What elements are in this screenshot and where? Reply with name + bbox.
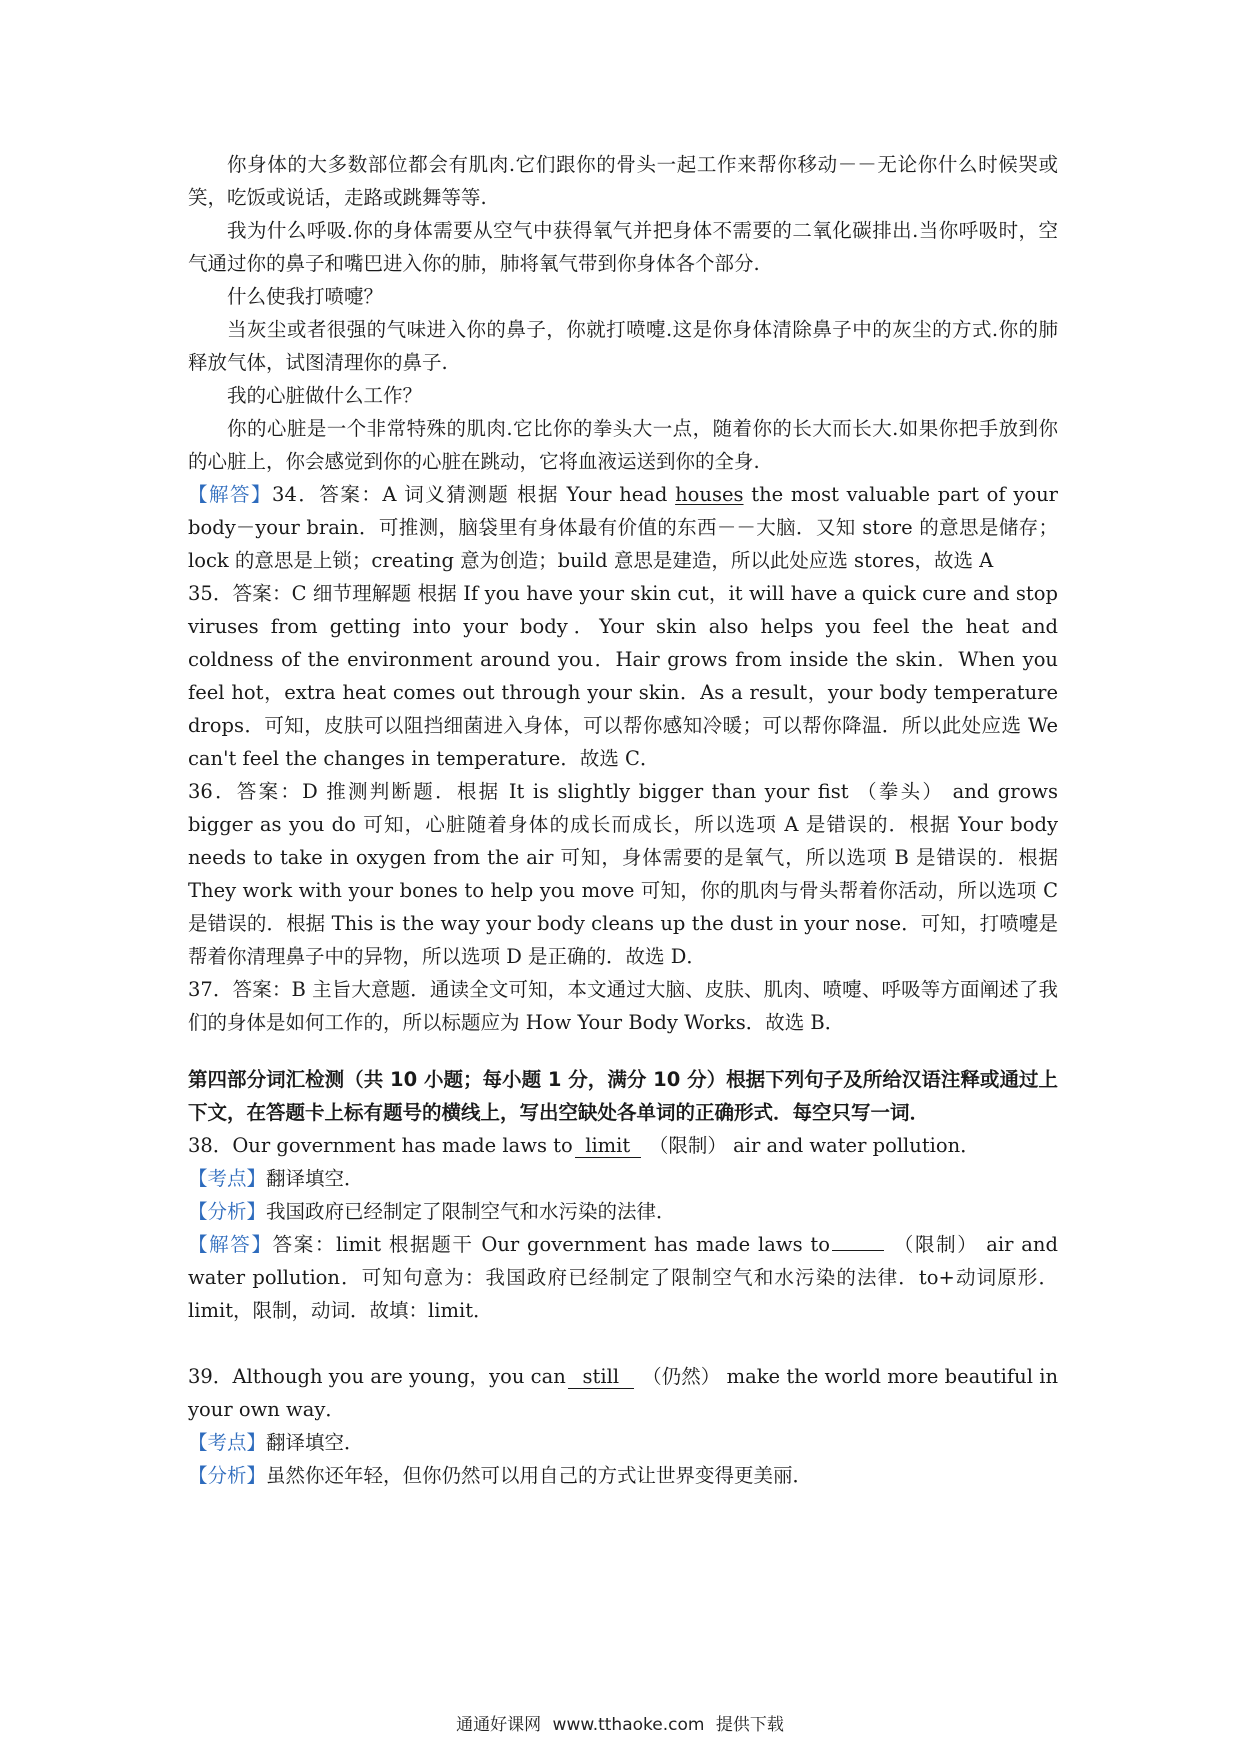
fenxi-tag: 【分析】 — [188, 1200, 267, 1223]
answer-34-underlined-word: houses — [675, 483, 744, 506]
fenxi-tag: 【分析】 — [188, 1464, 267, 1487]
page-footer — [0, 1710, 1240, 1735]
answer-37: 37．答案：B 主旨大意题．通读全文可知，本文通过大脑、皮肤、肌肉、喷嚏、呼吸等方面阐述了我们的身体是如何工作的，所以标题应为 How Your Body Works．故选 B． — [188, 978, 1058, 1034]
question-39-kaodian — [188, 1426, 1058, 1459]
kaodian-text: 翻译填空． — [266, 1431, 364, 1454]
question-39-post: （仍然） make the world more beautiful in your own way． — [188, 1365, 1058, 1421]
jieda-text-pre: 答案：limit 根据题干 Our government has made laws to — [272, 1233, 830, 1256]
translation-paragraph-breathing: 我为什么呼吸.你的身体需要从空气中获得氧气并把身体不需要的二氧化碳排出.当你呼吸时，空气通过你的鼻子和嘴巴进入你的肺，肺将氧气带到你身体各个部分. — [188, 219, 1058, 275]
question-38-blank-answer: limit — [575, 1135, 641, 1158]
translation-paragraph-muscles: 你身体的大多数部位都会有肌肉.它们跟你的骨头一起工作来帮你移动－－无论你什么时候哭或笑，吃饭或说话，走路或跳舞等等. — [188, 153, 1058, 209]
kaodian-tag: 【考点】 — [188, 1167, 267, 1190]
jieda-text-post: （限制） air and water pollution．可知句意为：我国政府已经制定了限制空气和水污染的法律．to+动词原形．limit，限制，动词．故填：limit． — [188, 1233, 1058, 1322]
translation-paragraph-sneeze-question: 什么使我打喷嚏？ — [227, 285, 384, 308]
question-39-fenxi — [188, 1459, 1058, 1492]
kaodian-tag: 【考点】 — [188, 1431, 267, 1454]
question-38-pre: 38．Our government has made laws to — [188, 1134, 573, 1157]
document-body — [188, 148, 1058, 1492]
question-38 — [188, 1129, 1058, 1162]
question-38-jieda — [188, 1228, 1058, 1327]
question-38-fenxi — [188, 1195, 1058, 1228]
footer-url: www.tthaoke.com — [552, 1715, 705, 1735]
translation-paragraph-heart: 你的心脏是一个非常特殊的肌肉.它比你的拳头大一点，随着你的长大而长大.如果你把手放到你的心脏上，你会感觉到你的心脏在跳动，它将血液运送到你的全身. — [188, 417, 1058, 473]
answer-36: 36．答案：D 推测判断题．根据 It is slightly bigger than your fist （拳头） and grows bigger as you do 可知，心脏随着身体的成长而成长，所以选项 A 是错误的．根据 Your body needs to take in oxygen from the air 可知，身体需要的是氧气，所以选项 B 是错误的．根据 They work with your bones to help you move 可知，你的肌肉与骨头帮着你活动，所以选项 C 是错误的．根据 This is the way your body cleans up the dust in your nose．可知，打喷嚏是帮着你清理鼻子中的异物，所以选项 D 是正确的．故选 D． — [188, 780, 1058, 968]
answer-35: 35．答案：C 细节理解题 根据 If you have your skin cut，it will have a quick cure and stop viruses from getting into your body．Your skin also helps you feel the heat and coldness of the environment around you．Hair grows from inside the skin．When you feel hot，extra heat comes out through your skin．As a result，your body temperature drops．可知，皮肤可以阻挡细菌进入身体，可以帮你感知冷暖；可以帮你降温．所以此处应选 We can't feel the changes in temperature．故选 C． — [188, 582, 1058, 770]
translation-paragraph-sneeze: 当灰尘或者很强的气味进入你的鼻子，你就打喷嚏.这是你身体清除鼻子中的灰尘的方式.你的肺释放气体，试图清理你的鼻子. — [188, 318, 1058, 374]
answer-34-text-pre: 34．答案：A 词义猜测题 根据 Your head — [272, 483, 676, 506]
fenxi-text: 虽然你还年轻，但你仍然可以用自己的方式让世界变得更美丽． — [266, 1464, 813, 1487]
spacer — [188, 1039, 1058, 1063]
jieda-empty-blank — [832, 1230, 884, 1251]
question-39-pre: 39．Although you are young，you can — [188, 1365, 566, 1388]
footer-site-name: 通通好课网 — [456, 1715, 542, 1735]
answer-34 — [188, 478, 1058, 577]
jieda-tag: 【解答】 — [188, 1233, 273, 1256]
question-38-post: （限制） air and water pollution． — [642, 1134, 980, 1157]
section-4-heading: 第四部分词汇检测（共 10 小题；每小题 1 分，满分 10 分）根据下列句子及所给汉语注释或通过上下文，在答题卡上标有题号的横线上，写出空缺处各单词的正确形式．每空只写一词． — [188, 1068, 1058, 1124]
fenxi-text: 我国政府已经制定了限制空气和水污染的法律． — [266, 1200, 676, 1223]
footer-suffix: 提供下载 — [715, 1715, 784, 1735]
question-38-kaodian — [188, 1162, 1058, 1195]
kaodian-text: 翻译填空． — [266, 1167, 364, 1190]
answer-34-text-post: the most valuable part of your body－your brain．可推测，脑袋里有身体最有价值的东西－－大脑．又知 store 的意思是储存；lock 的意思是上锁；creating 意为创造；build 意思是建造，所以此处应选 stores，故选 A — [188, 483, 1058, 572]
translation-paragraph-heart-question: 我的心脏做什么工作？ — [227, 384, 423, 407]
spacer — [188, 1327, 1058, 1360]
question-39-blank-answer: still — [568, 1366, 634, 1389]
question-39 — [188, 1360, 1058, 1426]
answer-tag: 【解答】 — [188, 483, 273, 506]
